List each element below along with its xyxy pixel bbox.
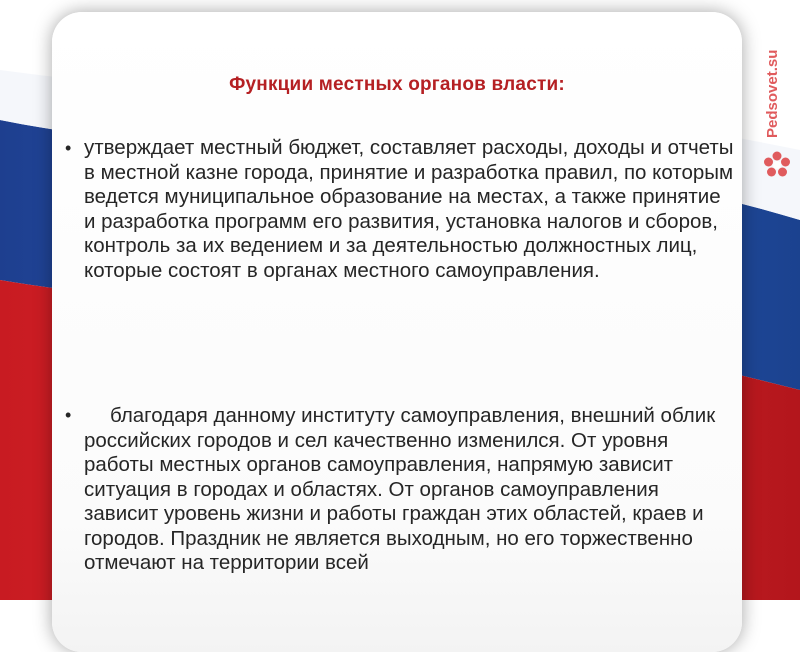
paragraph-2-text: благодаря данному институту самоуправления, внешний облик российских городов и сел качественно изменился. От уровня работы местных органов самоуправления, напрямую зависит ситуация в городах и областях. От органов самоуправления зависит уровень жизни и работы граждан этих областей, краев и городов. Праздник не является выходным, но его торжественно отмечают на территории всей: [84, 404, 716, 574]
bullet-marker: •: [65, 138, 72, 158]
paragraph-1: утверждает местный бюджет, составляет расходы, доходы и отчеты в местной казне города, принятие и разработка правил, по которым ведется муниципальное образование на местах, а также принятие и разработка программ его развития, установка налогов и сборов, контроль за их ведением и за деятельностью должностных лиц, которые состоят в органах местного самоуправления.: [84, 136, 734, 282]
watermark-text: Pedsovet.su: [764, 49, 781, 138]
bullet-marker: •: [65, 405, 72, 425]
content-card: [52, 12, 742, 652]
watermark: [756, 28, 796, 188]
flower-logo-icon: [762, 150, 792, 180]
slide-title: Функции местных органов власти:: [229, 74, 565, 95]
paragraph-2: [84, 404, 736, 576]
